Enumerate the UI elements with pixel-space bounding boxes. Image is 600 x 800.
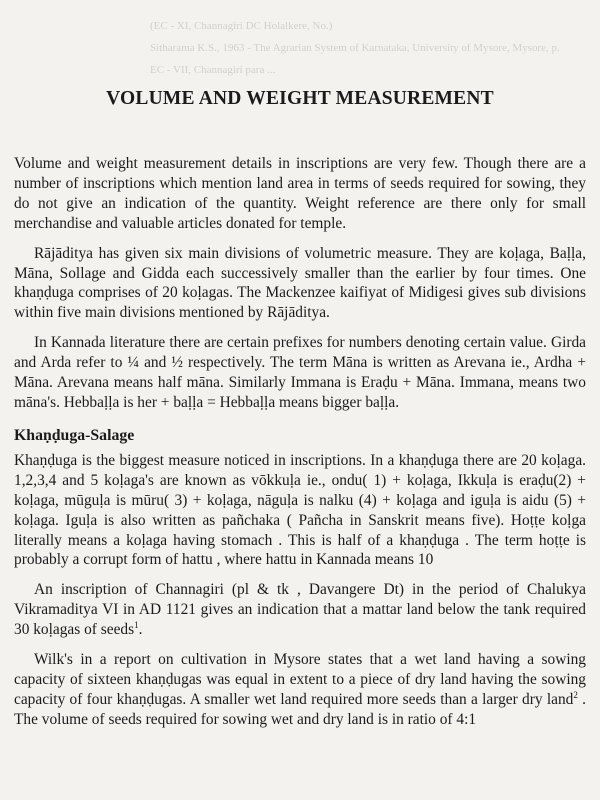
bleed-line: (EC - XI, Channagiri DC Holalkere, No.)	[150, 20, 333, 32]
intro-paragraph: Volume and weight measurement details in inscriptions are very few. Though there are a number of inscriptions which mention land area in terms of seeds required for sowing, they do not give an indication of the quantity. Weight reference are there only for small merchandise and valuable articles donated for temple.	[14, 155, 586, 232]
channagiri-paragraph	[14, 580, 586, 640]
prefixes-paragraph: In Kannada literature there are certain prefixes for numbers denoting certain value. Girda and Arda refer to ¼ and ½ respectively. The term Māna is written as Arevana ie., Ardha + Māna. Arevana means half māna. Similarly Immana is Eraḍu + Māna. Immana, means two māna's. Hebbaḷḷa is her + baḷḷa = Hebbaḷḷa means bigger baḷḷa.	[14, 334, 586, 411]
rajaditya-paragraph: Rājāditya has given six main divisions of volumetric measure. They are koḷaga, Baḷḷa, Māna, Sollage and Gidda each successively smaller than the earlier by four times. One khaṇḍuga comprises of 20 koḷagas. The Mackenzee kaifiyat of Midigesi gives sub divisions within five main divisions mentioned by Rājāditya.	[14, 244, 586, 322]
bleed-line: EC - VII, Channagiri para ...	[150, 64, 276, 76]
sentence-end: .	[138, 621, 143, 639]
wilks-text-a: Wilk's in a report on cultivation in Mysore states that a wet land having a sowing capacity of sixteen khaṇḍugas was equal in extent to a piece of dry land having the sowing capacity of four khaṇḍugas. A smaller wet land required more seeds than a larger dry land	[14, 651, 586, 708]
bleed-line: Sitharama K.S., 1963 - The Agrarian System of Karnataka, University of Mysore, Mysore, p.	[150, 42, 560, 54]
page-body	[14, 88, 586, 740]
footnote-marker: 2	[573, 689, 578, 700]
footnote-marker: 1	[134, 620, 139, 630]
wilks-text-b: . The volume of seeds required for sowing wet and dry land is in ratio of 4:1	[14, 690, 586, 728]
page-title: VOLUME AND WEIGHT MEASUREMENT	[106, 88, 494, 109]
khanduga-paragraph: Khaṇḍuga is the biggest measure noticed in inscriptions. In a khaṇḍuga there are 20 koḷaga. 1,2,3,4 and 5 koḷaga's are known as vōkkuḷa ie., ondu( 1) + koḷaga, Ikkuḷa is eraḍu(2) + koḷaga, mūguḷa is mūru( 3) + koḷaga, nāguḷa is nalku (4) + koḷaga and iguḷa is aidu (5) + koḷaga. Iguḷa is also written as pañchaka ( Pañcha in Sanskrit means five). Hoṭṭe koḷga literally means a koḷaga having stomach . This is half of a khaṇḍuga . The term hoṭṭe is probably a corrupt form of hattu , where hattu in Kannada means 10	[14, 451, 586, 569]
bleed-through-text	[0, 0, 600, 95]
channagiri-text: An inscription of Channagiri (pl & tk , Davangere Dt) in the period of Chalukya Vikramaditya VI in AD 1121 gives an indication that a mattar land below the tank required 30 koḷagas of seeds	[14, 581, 586, 639]
wilks-paragraph	[14, 650, 586, 730]
section-heading: Khaṇḍuga-Salage	[14, 426, 135, 444]
